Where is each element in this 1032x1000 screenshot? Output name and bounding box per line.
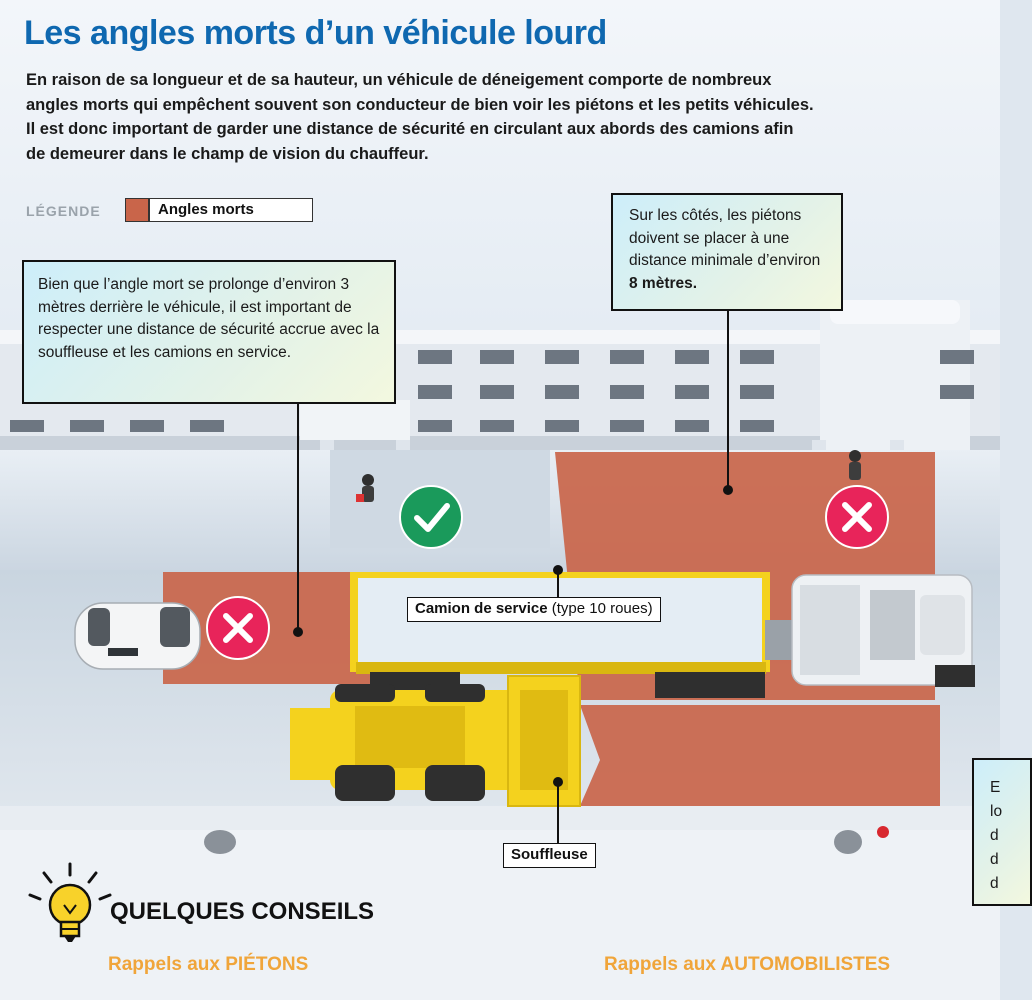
callout-rear-text: Bien que l’angle mort se prolonge d’environ 3 mètres derrière le véhicule, il est important de respecter une distance de sécurité accrue avec la souffleuse et les camions en service. (38, 276, 380, 361)
page-title: Les angles morts d’un véhicule lourd (24, 14, 607, 52)
legend-label: LÉGENDE (26, 203, 101, 219)
tips-drivers-heading: Rappels aux AUTOMOBILISTES (604, 954, 891, 975)
callout-side-distance-value: 8 mètres. (629, 274, 698, 292)
blower-label: Souffleuse (503, 843, 596, 868)
truck-label-type: (type 10 roues) (547, 600, 653, 617)
service-truck (350, 572, 975, 698)
callout-cut-line: E (990, 779, 1001, 796)
callout-side-text: Sur les côtés, les piétons doivent se placer à une distance minimale d’environ (629, 207, 821, 269)
tips-title: QUELQUES CONSEILS (110, 898, 375, 925)
cross-icon (826, 486, 888, 548)
callout-cut-line: lo (990, 803, 1003, 820)
car (75, 603, 200, 669)
callout-cut-line: d (990, 827, 999, 844)
cross-icon (207, 597, 269, 659)
callout-rear-blind-spot (22, 260, 396, 404)
check-icon (400, 486, 462, 548)
callout-side-distance (611, 193, 843, 311)
intro-paragraph: En raison de sa longueur et de sa hauteur, un véhicule de déneigement comporte de nombreux angles morts qui empêchent souvent son conducteur de bien voir les piétons et les petits véhicules. Il est donc important de garder une distance de sécurité en circulant aux abords des camions afin de demeurer dans le champ de vision du chauffeur. (26, 71, 814, 163)
legend-item: Angles morts (149, 198, 313, 222)
legend-swatch (125, 198, 149, 222)
callout-truncated (972, 758, 1032, 906)
snow-blower (290, 676, 580, 806)
truck-label (407, 597, 661, 622)
tips-pedestrians-heading: Rappels aux PIÉTONS (108, 954, 309, 975)
truck-label-name: Camion de service (415, 600, 548, 617)
blind-zone-front (580, 705, 940, 806)
callout-cut-line: d (990, 875, 999, 892)
callout-cut-line: d (990, 851, 999, 868)
curb (0, 806, 1000, 830)
pedestrian-unsafe (849, 450, 861, 480)
